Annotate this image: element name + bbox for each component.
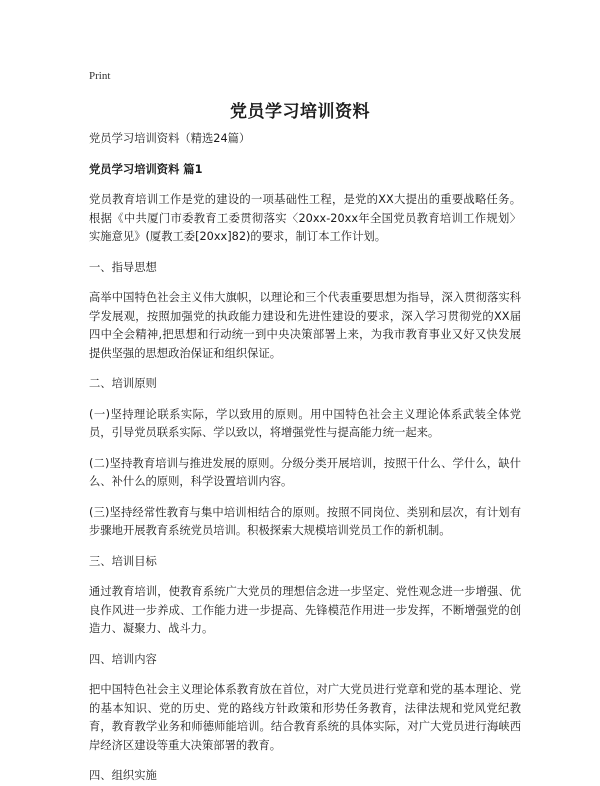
paragraph: (一)坚持理论联系实际，学以致用的原则。用中国特色社会主义理论体系武装全体党员，引导党员联系实际、学以致以，将增强党性与提高能力统一起来。 xyxy=(89,407,521,439)
paragraph: 把中国特色社会主义理论体系教育放在首位，对广大党员进行党章和党的基本理论、党的基本知识、党的历史、党的路线方针政策和形势任务教育，法律法规和党风党纪教育，教育教学业务和师德师能培训。结合教育系统的具体实际，对广大党员进行海峡西岸经济区建设等重大决策部署的教育。 xyxy=(89,683,521,752)
paragraph: 高举中国特色社会主义伟大旗帜，以理论和三个代表重要思想为指导，深入贯彻落实科学发展观，按照加强党的执政能力建设和先进性建设的要求，深入学习贯彻党的XX届四中全会精神,把思想和行动统一到中央决策部署上来，为我市教育事业又好又快发展提供坚强的思想政治保证和组织保证。 xyxy=(89,291,521,360)
subheading: 一、指导思想 xyxy=(89,260,157,274)
document-body xyxy=(89,130,521,786)
paragraph: 党员教育培训工作是党的建设的一项基础性工程，是党的XX大提出的重要战略任务。根据《中共厦门市委教育工委贯彻落实〈20xx-20xx年全国党员教育培训工作规划〉实施意见》(厦教工委[20xx]82)的要求，制订本工作计划。 xyxy=(89,193,521,243)
subheading: 四、组织实施 xyxy=(89,769,157,782)
document-title: 党员学习培训资料 xyxy=(230,102,370,122)
section-heading: 党员学习培训资料 篇1 xyxy=(89,162,203,176)
paragraph: (三)坚持经常性教育与集中培训相结合的原则。按照不同岗位、类别和层次，有计划有步骤地开展教育系统党员培训。积极探索大规模培训党员工作的新机制。 xyxy=(89,505,521,537)
paragraph: 通过教育培训，使教育系统广大党员的理想信念进一步坚定、党性观念进一步增强、优良作风进一步养成、工作能力进一步提高、先锋模范作用进一步发挥，不断增强党的创造力、凝聚力、战斗力。 xyxy=(89,585,521,635)
paragraph: (二)坚持教育培训与推进发展的原则。分级分类开展培训，按照干什么、学什么，缺什么、补什么的原则，科学设置培训内容。 xyxy=(89,456,521,488)
print-link[interactable]: Print xyxy=(89,70,111,82)
document-subtitle: 党员学习培训资料（精选24篇） xyxy=(89,132,251,145)
subheading: 二、培训原则 xyxy=(89,377,157,390)
subheading: 四、培训内容 xyxy=(89,652,157,666)
subheading: 三、培训目标 xyxy=(89,554,157,568)
